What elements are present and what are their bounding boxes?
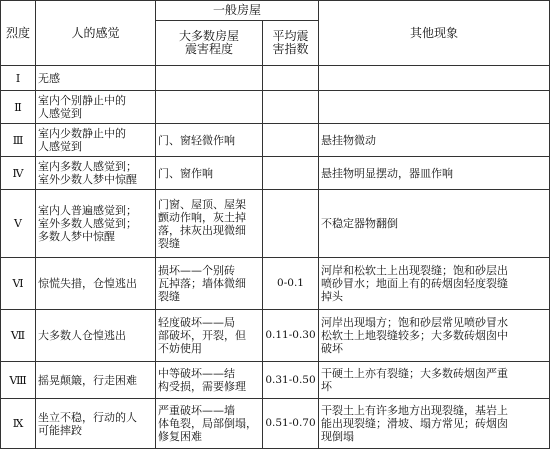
degree-cell: Ⅸ — [1, 399, 36, 449]
table-row — [1, 91, 550, 124]
feeling-cell: 大多数人仓惶逃出 — [36, 310, 156, 362]
degree-cell: Ⅲ — [1, 124, 36, 157]
degree-cell: Ⅴ — [1, 190, 36, 258]
damage-cell — [156, 91, 263, 124]
header-general-house: 一般房屋 — [156, 1, 319, 21]
table-row — [1, 362, 550, 399]
feeling-cell: 室内人普遍感觉到； 室外多数人感觉到； 多数人梦中惊醒 — [36, 190, 156, 258]
header-degree: 烈度 — [1, 1, 36, 66]
damage-cell: 门窗、屋顶、屋架 颤动作响，灰土掉 落，抹灰出现微细 裂缝 — [156, 190, 263, 258]
damage-cell: 门、窗轻微作响 — [156, 124, 263, 157]
feeling-cell: 惊慌失措，仓惶逃出 — [36, 258, 156, 310]
other-cell: 悬挂物明显摆动，器皿作响 — [319, 157, 550, 190]
degree-cell: Ⅶ — [1, 310, 36, 362]
damage-cell: 严重破坏——墙 体龟裂，局部倒塌， 修复困难 — [156, 399, 263, 449]
header-other-phenomena: 其他现象 — [319, 1, 550, 66]
table-row — [1, 157, 550, 190]
damage-cell: 中等破坏——结 构受损，需要修理 — [156, 362, 263, 399]
index-cell: 0.51-0.70 — [263, 399, 319, 449]
header-damage-level: 大多数房屋 震害程度 — [156, 21, 263, 66]
table-row — [1, 399, 550, 449]
table-row — [1, 66, 550, 91]
header-damage-index: 平均震 害指数 — [263, 21, 319, 66]
other-cell: 不稳定器物翻倒 — [319, 190, 550, 258]
index-cell — [263, 66, 319, 91]
index-cell: 0-0.1 — [263, 258, 319, 310]
damage-cell: 门、窗作响 — [156, 157, 263, 190]
degree-cell: Ⅷ — [1, 362, 36, 399]
table-row — [1, 310, 550, 362]
feeling-cell: 坐立不稳，行动的人 可能摔跤 — [36, 399, 156, 449]
damage-cell — [156, 66, 263, 91]
other-cell: 干硬土上亦有裂缝；大多数砖烟囱严重 坏 — [319, 362, 550, 399]
table-row — [1, 190, 550, 258]
table-row — [1, 258, 550, 310]
feeling-cell: 室内少数静止中的 人感觉到 — [36, 124, 156, 157]
degree-cell: Ⅰ — [1, 66, 36, 91]
feeling-cell: 室内个别静止中的 人感觉到 — [36, 91, 156, 124]
feeling-cell: 无感 — [36, 66, 156, 91]
index-cell — [263, 190, 319, 258]
index-cell — [263, 157, 319, 190]
index-cell: 0.11-0.30 — [263, 310, 319, 362]
other-cell: 河岸和松软土上出现裂缝；饱和砂层出 喷砂冒水；地面上有的砖烟囱轻度裂缝 掉头 — [319, 258, 550, 310]
index-cell: 0.31-0.50 — [263, 362, 319, 399]
feeling-cell: 室内多数人感觉到； 室外少数人梦中惊醒 — [36, 157, 156, 190]
damage-cell: 轻度破坏——局 部破坏，开裂，但 不妨使用 — [156, 310, 263, 362]
other-cell — [319, 66, 550, 91]
damage-cell: 损坏——个别砖 瓦掉落；墙体微细 裂缝 — [156, 258, 263, 310]
degree-cell: Ⅵ — [1, 258, 36, 310]
other-cell: 干裂土上有许多地方出现裂缝，基岩上 能出现裂缝；滑坡、塌方常见；砖烟囱 现倒塌 — [319, 399, 550, 449]
table-row — [1, 124, 550, 157]
header-human-feeling: 人的感觉 — [36, 1, 156, 66]
other-cell: 悬挂物微动 — [319, 124, 550, 157]
other-cell — [319, 91, 550, 124]
degree-cell: Ⅳ — [1, 157, 36, 190]
index-cell — [263, 91, 319, 124]
other-cell: 河岸出现塌方；饱和砂层常见喷砂冒水 松软土上地裂缝较多；大多数砖烟囱中 破坏 — [319, 310, 550, 362]
degree-cell: Ⅱ — [1, 91, 36, 124]
index-cell — [263, 124, 319, 157]
feeling-cell: 摇晃颠簸，行走困难 — [36, 362, 156, 399]
